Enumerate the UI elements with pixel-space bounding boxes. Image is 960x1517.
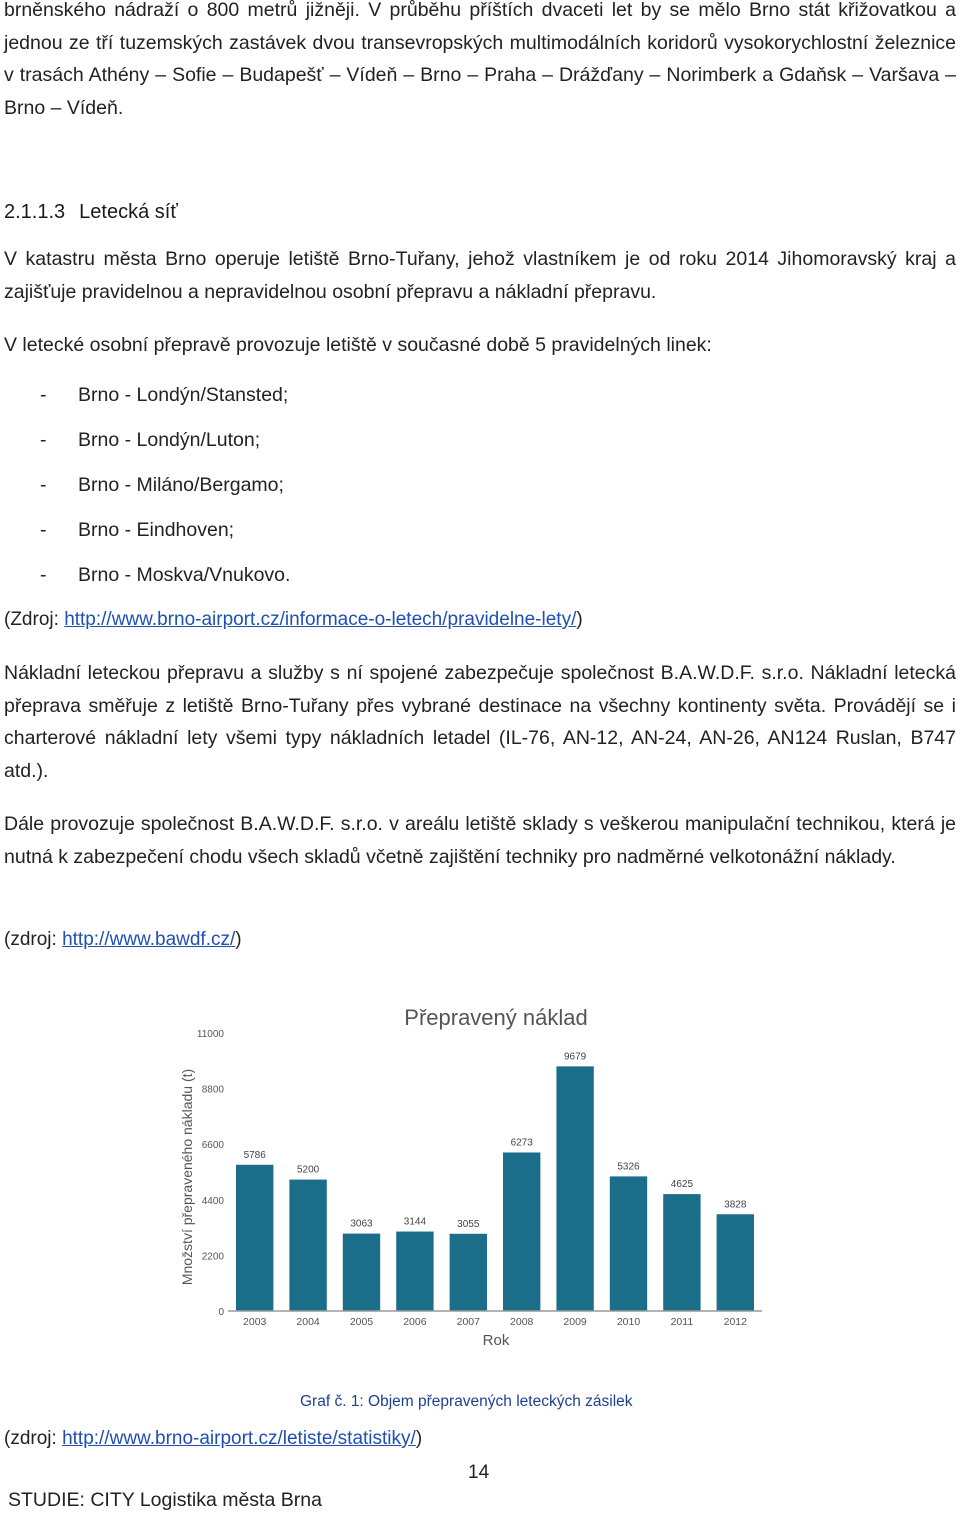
chart-bar-2011: [663, 1194, 700, 1311]
chart-x-tick-label: 2008: [510, 1316, 534, 1328]
chart-bar-2008: [503, 1152, 540, 1311]
list-item: - Brno - Moskva/Vnukovo.: [40, 564, 291, 586]
chart-x-tick-label: 2006: [403, 1316, 427, 1328]
section-heading: [4, 201, 178, 224]
chart-bar-2006: [396, 1232, 433, 1311]
cargo-paragraph: Nákladní leteckou přepravu a služby s ní spojené zabezpečuje společnost B.A.W.D.F. s.r.o. Nákladní letecká přeprava směřuje z letiště Brno-Tuřany přes vybrané destinace na všechny kontinenty světa. Provádějí se i charterové nákladní lety všemi typy nákladních letadel (IL-76, AN-12, AN-24, AN-26, AN124 Ruslan, B747 atd.).: [4, 662, 956, 782]
source-link-3[interactable]: http://www.brno-airport.cz/letiste/statistiky/: [62, 1428, 416, 1449]
source-citation-3: (zdroj: http://www.brno-airport.cz/letiste/statistiky/): [4, 1428, 423, 1449]
list-item: - Brno - Londýn/Stansted;: [40, 384, 289, 406]
chart-x-tick-label: 2010: [616, 1316, 641, 1328]
source-link-1[interactable]: http://www.brno-airport.cz/informace-o-letech/pravidelne-lety/: [64, 609, 577, 630]
chart-data-label: 9679: [563, 1051, 587, 1063]
airport-paragraph: V katastru města Brno operuje letiště Brno-Tuřany, jehož vlastníkem je od roku 2014 Jihomoravský kraj a zajišťuje pravidelnou a nepravidelnou osobní přepravu a nákladní přepravu.: [4, 248, 956, 303]
section-number: 2.1.1.3: [4, 201, 66, 223]
chart-x-tick-label: 2005: [349, 1316, 374, 1328]
chart-bar-2007: [450, 1234, 487, 1311]
chart-y-axis-label: Množství přepraveného nákladu (t): [179, 1068, 195, 1286]
chart-x-tick-label: 2011: [670, 1316, 694, 1328]
intro-paragraph: brněnského nádraží o 800 metrů jižněji. V průběhu příštích dvaceti let by se mělo Brno stát křižovatkou a jednou ze tří tuzemských zastávek dvou transevropských multimodálních koridorů vysokorychlostní železnice v trasách Athény – Sofie – Budapešť – Vídeň – Brno – Praha – Drážďany – Norimberk a Gdaňsk – Varšava – Brno – Vídeň.: [4, 0, 956, 119]
chart-x-tick-label: 2012: [723, 1316, 747, 1328]
source-link-2[interactable]: http://www.bawdf.cz/: [62, 929, 236, 950]
chart-data-label: 3828: [724, 1199, 747, 1211]
chart-x-tick-label: 2004: [296, 1316, 320, 1328]
chart-y-tick-label: 4400: [201, 1195, 224, 1207]
section-title: Letecká síť: [79, 201, 178, 223]
storage-paragraph: Dále provozuje společnost B.A.W.D.F. s.r.o. v areálu letiště sklady s veškerou manipulační technikou, která je nutná k zabezpečení chodu všech skladů včetně zajištění techniky pro nadměrné velkotonážní náklady.: [4, 813, 956, 868]
chart-y-tick-label: 6600: [201, 1140, 224, 1152]
chart-bar-2012: [717, 1214, 754, 1311]
chart-data-label: 6273: [510, 1137, 533, 1149]
page-footer: STUDIE: CITY Logistika města Brna: [8, 1489, 322, 1511]
chart-caption: Graf č. 1: Objem přepravených leteckých zásilek: [300, 1393, 633, 1410]
source-citation-1: (Zdroj: http://www.brno-airport.cz/informace-o-letech/pravidelne-lety/): [4, 609, 583, 630]
cargo-bar-chart: [170, 995, 780, 1360]
chart-bar-2010: [610, 1176, 647, 1311]
chart-data-label: 5326: [617, 1161, 640, 1173]
chart-x-tick-label: 2009: [563, 1316, 587, 1328]
chart-data-label: 5786: [243, 1149, 266, 1161]
lines-intro-paragraph: V letecké osobní přepravě provozuje letiště v současné době 5 pravidelných linek:: [4, 334, 712, 356]
chart-y-tick-label: 2200: [201, 1251, 224, 1263]
chart-x-axis-label: Rok: [482, 1332, 510, 1349]
chart-bar-2003: [236, 1165, 273, 1311]
chart-data-label: 3144: [403, 1216, 427, 1228]
chart-bar-2004: [289, 1180, 326, 1311]
list-item: - Brno - Eindhoven;: [40, 519, 235, 541]
list-item: - Brno - Londýn/Luton;: [40, 429, 261, 451]
chart-data-label: 3055: [457, 1218, 480, 1230]
chart-bar-2005: [343, 1234, 380, 1311]
page-number: 14: [468, 1462, 490, 1483]
chart-data-label: 3063: [350, 1218, 373, 1230]
chart-data-label: 4625: [670, 1179, 694, 1191]
chart-data-label: 5200: [296, 1164, 320, 1176]
source-citation-2: (zdroj: http://www.bawdf.cz/): [4, 929, 242, 950]
chart-x-tick-label: 2007: [456, 1316, 480, 1328]
chart-y-tick-label: 8800: [201, 1084, 224, 1096]
list-item: - Brno - Miláno/Bergamo;: [40, 474, 284, 496]
chart-x-tick-label: 2003: [243, 1316, 267, 1328]
chart-y-tick-label: 0: [218, 1307, 224, 1318]
chart-title: Přepravený náklad: [404, 1005, 588, 1030]
chart-bar-2009: [556, 1066, 593, 1311]
chart-y-tick-label: 11000: [196, 1029, 224, 1040]
